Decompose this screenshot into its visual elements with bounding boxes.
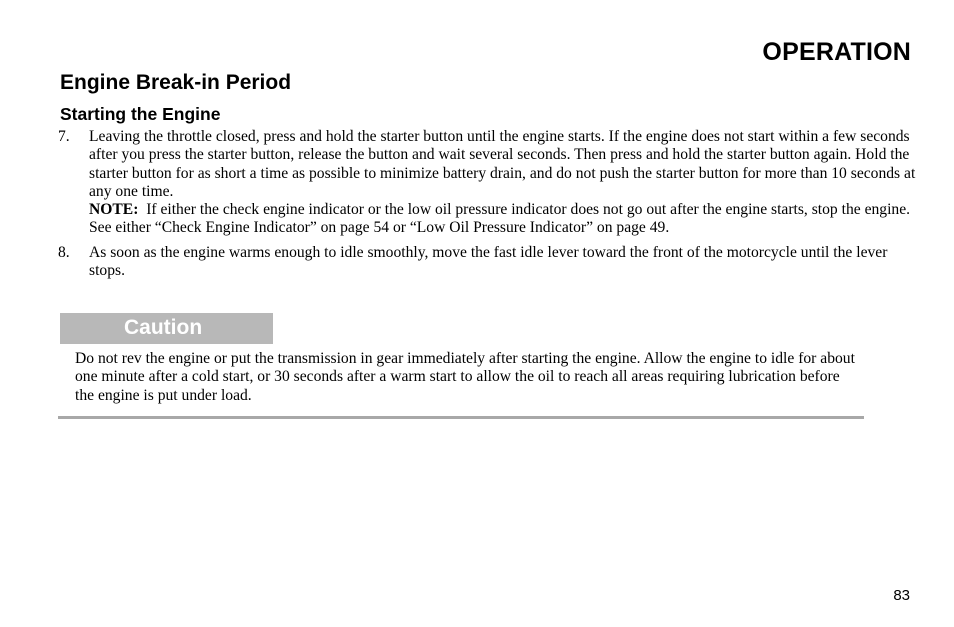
step-note bbox=[89, 201, 918, 238]
step-8 bbox=[58, 244, 918, 281]
step-number: 8. bbox=[58, 243, 70, 261]
caution-label: Caution bbox=[124, 316, 203, 339]
page-title: Engine Break-in Period bbox=[60, 71, 292, 94]
step-text: Leaving the throttle closed, press and hold the starter button until the engine starts. If the engine does not start within a few seconds after you press the starter button, release the button and wait several seconds. Then press and hold the starter button again. Hold the starter button for as short a time as possible to minimize battery drain, and do not push the starter button for more than 10 seconds at any one time. bbox=[89, 128, 916, 200]
caution-text: Do not rev the engine or put the transmission in gear immediately after starting the engine. Allow the engine to idle for about one minute after a cold start, or 30 seconds after a warm start to allow the oil to reach all areas requiring lubrication before the engine is put under load. bbox=[75, 350, 855, 404]
page-number: 83 bbox=[893, 587, 910, 604]
step-number: 7. bbox=[58, 128, 70, 145]
subsection-title: Starting the Engine bbox=[60, 104, 221, 124]
step-list bbox=[58, 128, 918, 280]
caution-divider bbox=[58, 416, 864, 419]
step-text: As soon as the engine warms enough to idle smoothly, move the fast idle lever toward the front of the motorcycle until the lever stops. bbox=[89, 243, 888, 280]
section-header: OPERATION bbox=[762, 38, 911, 66]
note-text: If either the check engine indicator or the low oil pressure indicator does not go out after the engine starts, stop the engine. See either “Check Engine Indicator” on page 54 or “Low Oil Pressure Indicator” on page 49. bbox=[89, 201, 911, 237]
caution-banner bbox=[60, 313, 273, 344]
step-7 bbox=[58, 128, 918, 238]
note-label: NOTE: bbox=[89, 201, 139, 219]
